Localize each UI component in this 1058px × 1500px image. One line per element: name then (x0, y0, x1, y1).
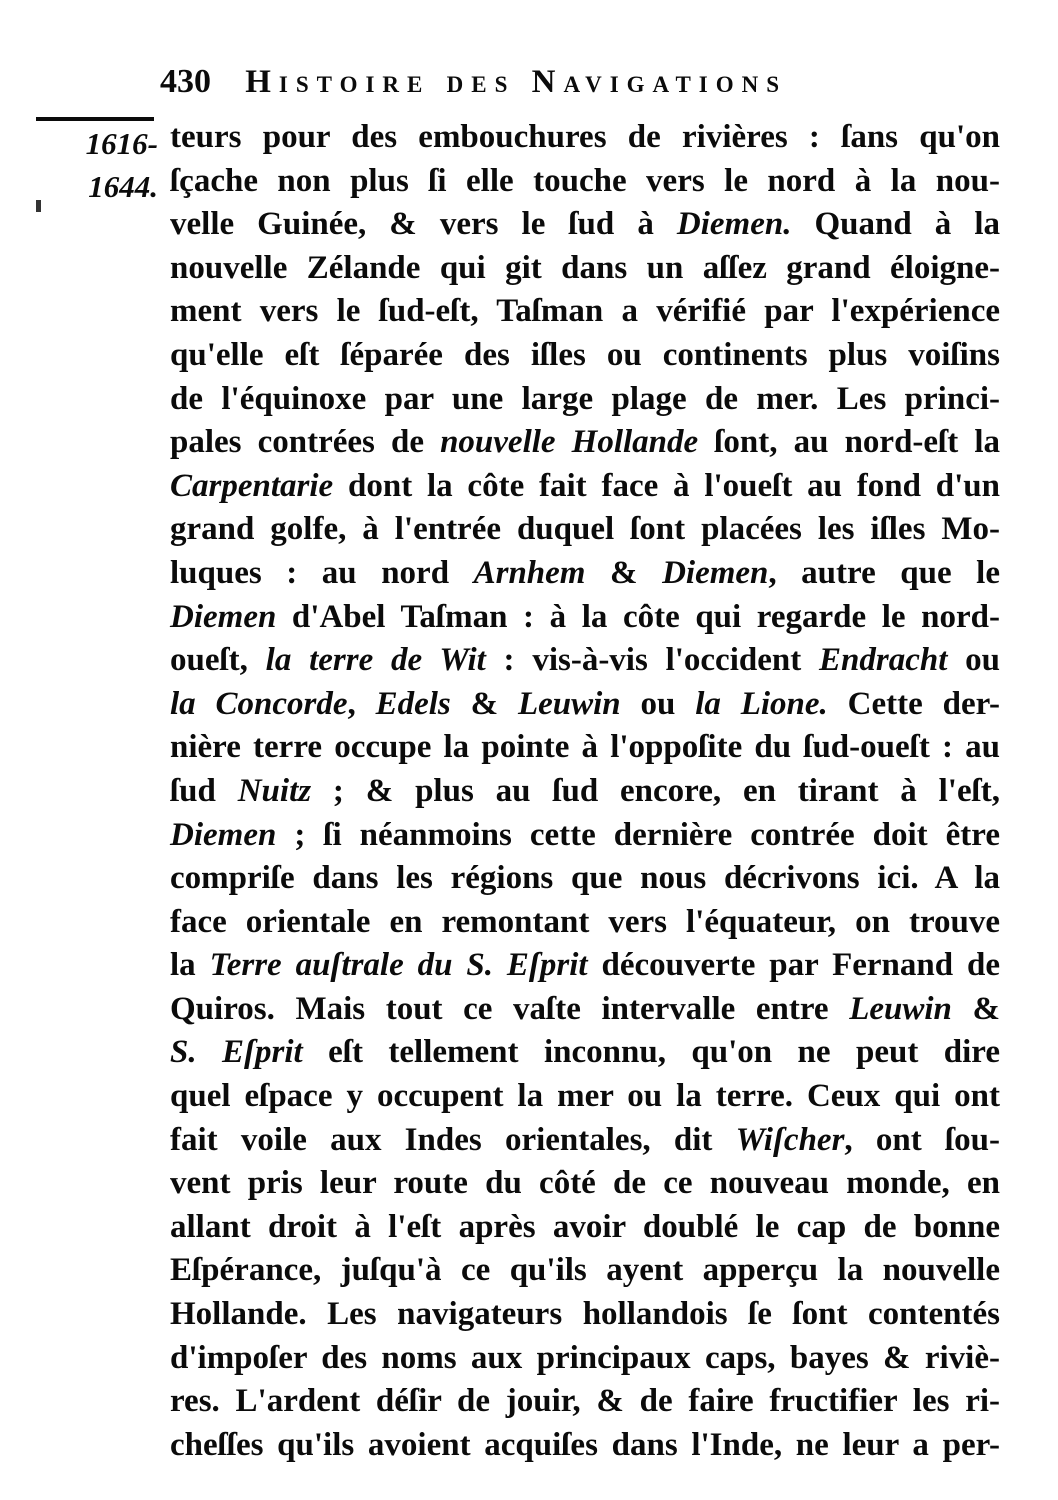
text-line (170, 944, 1000, 988)
text-run: grand golfe, à l'entrée duquel ſont placées les iſles Mo- (170, 511, 1000, 548)
text-run: nière terre occupe la pointe à l'oppoſite du ſud-oueſt : au (170, 729, 1000, 766)
italic-name: la Concorde (170, 685, 348, 722)
text-run: allant droit à l'eſt après avoir doublé le cap de bonne (170, 1208, 1000, 1245)
italic-name: Leuwin (849, 990, 952, 1027)
margin-date-end: 1644. (88, 169, 158, 204)
text-run: compriſe dans les régions que nous décrivons ici. A la (170, 860, 1000, 897)
italic-name: nouvelle Hollande (440, 424, 699, 461)
italic-name: Leuwin (517, 685, 621, 722)
text-run: ment vers le ſud-eſt, Taſman a vérifié par l'expérience (170, 293, 1000, 330)
text-run: & (585, 554, 663, 591)
text-run: : vis-à-vis l'occident (485, 642, 819, 679)
text-run: ſont, au nord-eſt la (698, 424, 1000, 461)
text-line (170, 726, 1000, 770)
text-line (170, 465, 1000, 509)
margin-dates (28, 122, 158, 208)
text-run: teurs pour des embouchures de rivières : ſans qu'on (170, 119, 1000, 155)
page-number: 430 (160, 63, 211, 100)
text-run: découverte par Fernand de (587, 947, 1000, 984)
text-run: Quiros. Mais tout ce vaſte intervalle entre (170, 990, 850, 1027)
text-line (170, 1031, 1000, 1075)
text-line (170, 857, 1000, 901)
text-run: face orientale en remontant vers l'équateur, on trouve (170, 903, 1000, 940)
margin-mark (36, 200, 41, 212)
text-line (170, 814, 1000, 858)
italic-name: Diemen. (676, 206, 792, 243)
text-run: ſçache non plus ſi elle touche vers le nord à la nou- (170, 162, 1000, 199)
text-run: ou (620, 685, 696, 722)
text-line (170, 1293, 1000, 1337)
text-line (170, 116, 1000, 160)
text-line (170, 1337, 1000, 1381)
italic-name: la terre de Wit (265, 642, 486, 679)
text-run: la (170, 947, 210, 984)
text-run: ſud (170, 772, 238, 809)
italic-name: Wiſcher (735, 1121, 845, 1158)
body-text (170, 116, 1000, 1467)
text-run: fait voile aux Indes orientales, dit (170, 1121, 736, 1158)
text-line (170, 1424, 1000, 1468)
text-line (170, 901, 1000, 945)
text-line (170, 552, 1000, 596)
italic-name: Arnhem (473, 554, 586, 591)
text-run: Cette der- (827, 685, 1001, 722)
text-line (170, 683, 1000, 727)
text-run: & (951, 990, 1000, 1027)
text-run: dont la côte fait face à l'oueſt au fond d'un (333, 467, 1000, 504)
text-run: & (450, 685, 518, 722)
text-line (170, 596, 1000, 640)
text-line (170, 378, 1000, 422)
text-run: ; ſi néanmoins cette dernière contrée doit être (276, 816, 1000, 853)
text-line (170, 508, 1000, 552)
text-line (170, 1249, 1000, 1293)
italic-name: Endracht (818, 642, 948, 679)
text-run: ; & plus au ſud encore, en tirant à l'eſt, (311, 772, 1001, 809)
italic-name: Nuitz (237, 772, 312, 809)
italic-name: Carpentarie (170, 467, 334, 504)
text-line (170, 1380, 1000, 1424)
text-line (170, 770, 1000, 814)
running-title: Histoire des Navigations (245, 64, 788, 100)
text-line (170, 334, 1000, 378)
text-run: quel eſpace y occupent la mer ou la terre. Ceux qui ont (170, 1078, 1000, 1115)
italic-name: Terre auſtrale du S. Eſprit (209, 947, 588, 984)
text-line (170, 203, 1000, 247)
text-run: res. L'ardent déſir de jouir, & de faire fructifier les ri- (170, 1383, 1000, 1420)
text-run: eſt tellement inconnu, qu'on ne peut dire (302, 1034, 1000, 1071)
text-run: Hollande. Les navigateurs hollandois ſe ſont contentés (170, 1296, 1000, 1333)
text-line (170, 421, 1000, 465)
margin-date-start: 1616- (85, 126, 158, 161)
text-run: d'impoſer des noms aux principaux caps, bayes & riviè- (170, 1339, 1000, 1376)
text-run: pales contrées de (170, 424, 441, 461)
text-run: cheſſes qu'ils avoient acquiſes dans l'Inde, ne leur a per- (170, 1426, 1000, 1463)
text-run: , autre que le (768, 554, 1000, 591)
text-run: , (347, 685, 376, 722)
text-line (170, 1206, 1000, 1250)
italic-name: Edels (375, 685, 451, 722)
text-line (170, 160, 1000, 204)
text-line (170, 1119, 1000, 1163)
text-line (170, 988, 1000, 1032)
text-run: oueſt, (170, 642, 266, 679)
text-run: d'Abel Taſman : à la côte qui regarde le nord- (276, 598, 1000, 635)
text-run: vent pris leur route du côté de ce nouveau monde, en (170, 1165, 1000, 1202)
italic-name: Diemen (170, 598, 277, 635)
text-run: Eſpérance, juſqu'à ce qu'ils ayent apperçu la nouvelle (170, 1252, 1000, 1289)
text-run: velle Guinée, & vers le ſud à (170, 206, 677, 243)
text-run: Quand à la (791, 206, 1000, 243)
text-line (170, 1162, 1000, 1206)
italic-name: la Lione. (695, 685, 828, 722)
text-run: , ont ſou- (844, 1121, 1000, 1158)
text-line (170, 1075, 1000, 1119)
running-head (160, 52, 1020, 112)
italic-name: S. Eſprit (170, 1034, 303, 1071)
text-line (170, 290, 1000, 334)
text-run: ou (947, 642, 1000, 679)
text-run: qu'elle eſt ſéparée des iſles ou continents plus voiſins (170, 336, 1000, 373)
text-line (170, 247, 1000, 291)
text-run: de l'équinoxe par une large plage de mer. Les princi- (170, 380, 1000, 417)
margin-rule (36, 117, 154, 121)
text-line (170, 639, 1000, 683)
text-run: luques : au nord (170, 554, 474, 591)
text-run: nouvelle Zélande qui git dans un aſſez grand éloigne- (170, 249, 1000, 286)
italic-name: Diemen (170, 816, 277, 853)
italic-name: Diemen (662, 554, 769, 591)
